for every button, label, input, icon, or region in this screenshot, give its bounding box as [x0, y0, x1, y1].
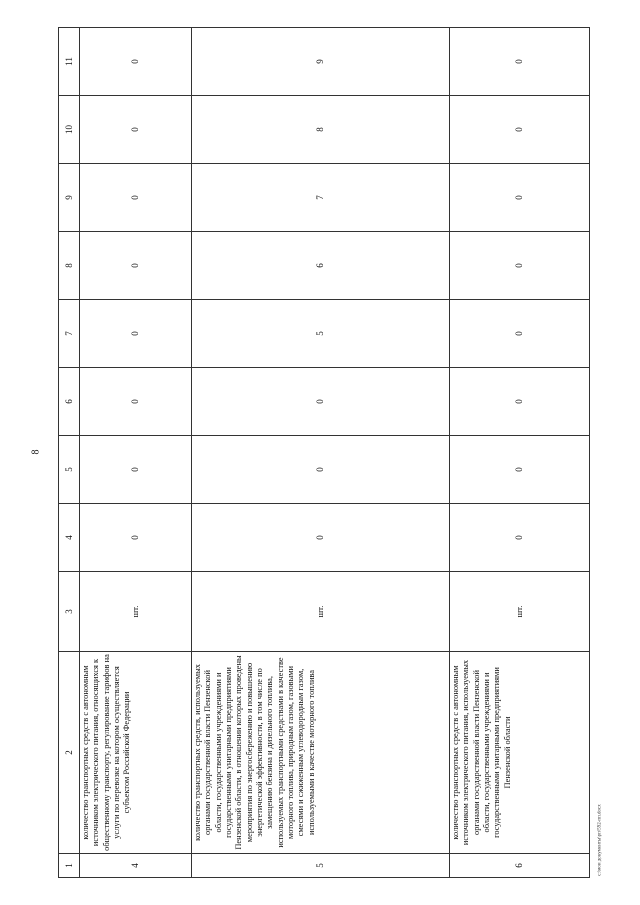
header-cell: 10 [59, 96, 80, 164]
row-value: 0 [450, 504, 590, 572]
row-value: 0 [80, 28, 192, 96]
row-unit: шт. [80, 572, 192, 652]
header-cell: 11 [59, 28, 80, 96]
rotated-table-inner [58, 28, 586, 878]
footer-file-path: c:\мои документы\рп\592-пп.docx [597, 804, 603, 876]
row-unit: шт. [192, 572, 450, 652]
row-value: 0 [80, 300, 192, 368]
row-value: 0 [450, 96, 590, 164]
row-value: 7 [192, 164, 450, 232]
row-description: количество транспортных средств, используемых органами государственной власти Пензенской области, государственными учреждениями и государственными унитарными предприятиями Пензенской области, в отношении которых проведены мероприятия по энергосбережению и повышению энергетической эффективности, в том числе по замещению бензина и дизельного топлива, используемых транспортными средствами в качестве моторного топлива, природным газом, газовыми смесями и сжиженным углеводородным газом, используемыми в качестве моторного топлива [192, 652, 450, 854]
row-value: 0 [80, 504, 192, 572]
row-value: 0 [80, 164, 192, 232]
table-row [80, 28, 192, 878]
row-description: количество транспортных средств с автономным источником электрического питания, относящихся к общественному транспорту, регулирование тарифов на услуги по перевозке на котором осуществляется субъектом Российской Федерации [80, 652, 192, 854]
row-number: 6 [450, 854, 590, 878]
row-value: 0 [192, 504, 450, 572]
row-number: 4 [80, 854, 192, 878]
row-value: 0 [192, 436, 450, 504]
row-value: 5 [192, 300, 450, 368]
row-value: 8 [192, 96, 450, 164]
header-cell: 4 [59, 504, 80, 572]
row-value: 0 [450, 164, 590, 232]
header-cell: 7 [59, 300, 80, 368]
row-value: 0 [450, 368, 590, 436]
row-value: 0 [80, 232, 192, 300]
row-value: 6 [192, 232, 450, 300]
row-unit: шт. [450, 572, 590, 652]
row-value: 0 [450, 300, 590, 368]
header-cell: 3 [59, 572, 80, 652]
table-header-row [59, 28, 80, 878]
row-description: количество транспортных средств с автономным источником электрического питания, используемых органами государственной власти Пензенской области, государственными учреждениями и государственными унитарными предприятиями Пензенской области [450, 652, 590, 854]
header-cell: 6 [59, 368, 80, 436]
rotated-table-wrapper [58, 28, 586, 878]
page-number: 8 [30, 449, 42, 455]
row-value: 0 [80, 96, 192, 164]
row-value: 0 [450, 436, 590, 504]
row-value: 0 [450, 28, 590, 96]
header-cell: 5 [59, 436, 80, 504]
table-row [192, 28, 450, 878]
row-value: 9 [192, 28, 450, 96]
header-cell: 9 [59, 164, 80, 232]
row-value: 0 [192, 368, 450, 436]
header-cell: 2 [59, 652, 80, 854]
row-value: 0 [450, 232, 590, 300]
header-cell: 8 [59, 232, 80, 300]
header-cell: 1 [59, 854, 80, 878]
table-row [450, 28, 590, 878]
row-number: 5 [192, 854, 450, 878]
row-value: 0 [80, 368, 192, 436]
row-value: 0 [80, 436, 192, 504]
indicators-table [58, 27, 590, 878]
